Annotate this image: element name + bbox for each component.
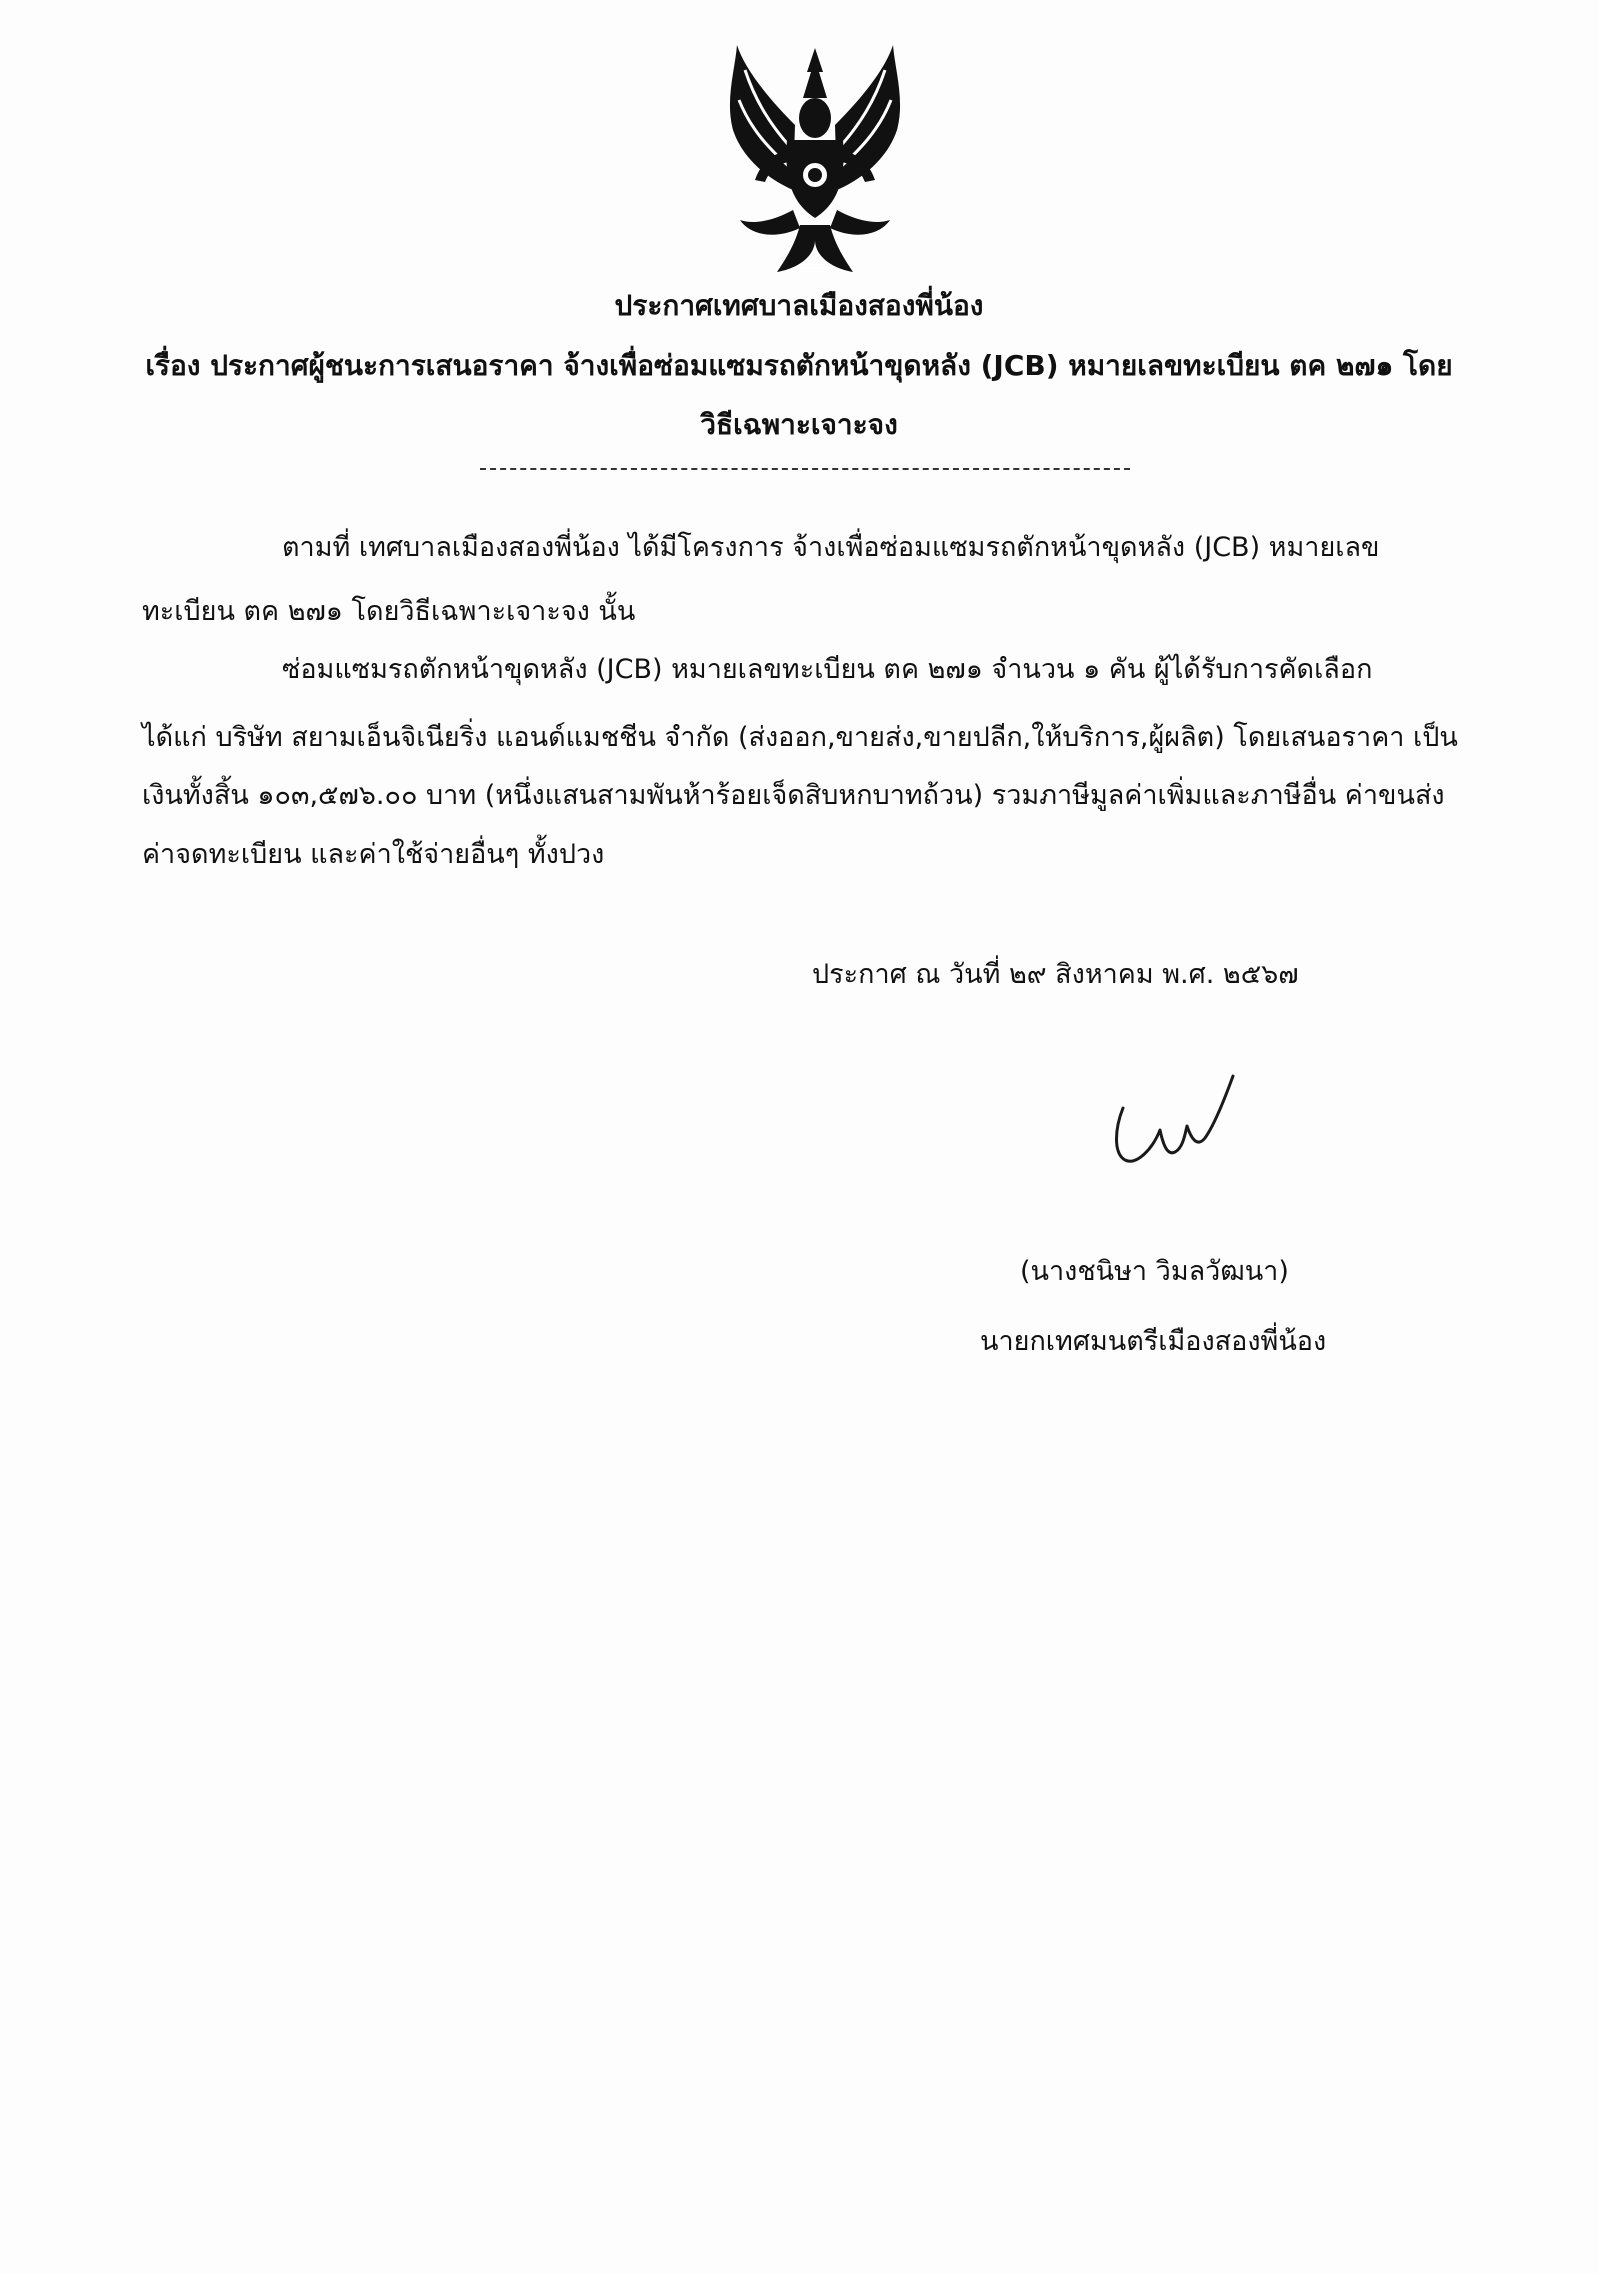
separator-line — [480, 468, 1130, 470]
signer-position: นายกเทศมนตรีเมืองสองพี่น้อง — [980, 1326, 1327, 1357]
subject-line-2: วิธีเฉพาะเจาะจง — [700, 408, 898, 441]
subject-line-1: เรื่อง ประกาศผู้ชนะการเสนอราคา จ้างเพื่อซ่อมแซมรถตักหน้าขุดหลัง (JCB) หมายเลขทะเบียน ตค ๒๗๑ โดย — [145, 349, 1453, 382]
announcement-title: ประกาศเทศบาลเมืองสองพี่น้อง — [614, 289, 984, 322]
handwritten-signature-icon — [1105, 1068, 1240, 1178]
garuda-emblem-icon — [715, 40, 915, 280]
paragraph-2-line-4: ค่าจดทะเบียน และค่าใช้จ่ายอื่นๆ ทั้งปวง — [142, 839, 605, 870]
paragraph-1-line-2: ทะเบียน ตค ๒๗๑ โดยวิธีเฉพาะเจาะจง นั้น — [142, 596, 636, 627]
announcement-date: ประกาศ ณ วันที่ ๒๙ สิงหาคม พ.ศ. ๒๕๖๗ — [812, 959, 1299, 990]
paragraph-1-line-1: ตามที่ เทศบาลเมืองสองพี่น้อง ได้มีโครงการ จ้างเพื่อซ่อมแซมรถตักหน้าขุดหลัง (JCB) หมายเลข — [282, 532, 1380, 563]
paragraph-2-line-3: เงินทั้งสิ้น ๑๐๓,๕๗๖.๐๐ บาท (หนึ่งแสนสามพันห้าร้อยเจ็ดสิบหกบาทถ้วน) รวมภาษีมูลค่าเพิ่มและภาษีอื่น ค่าขนส่ง — [142, 780, 1445, 811]
paragraph-2-line-2: ได้แก่ บริษัท สยามเอ็นจิเนียริ่ง แอนด์แมชชีน จำกัด (ส่งออก,ขายส่ง,ขายปลีก,ให้บริการ,ผู้ผลิต) โดยเสนอราคา เป็น — [142, 722, 1458, 753]
signer-name: (นางชนิษา วิมลวัฒนา) — [1020, 1256, 1289, 1287]
paragraph-2-line-1: ซ่อมแซมรถตักหน้าขุดหลัง (JCB) หมายเลขทะเบียน ตค ๒๗๑ จำนวน ๑ คัน ผู้ได้รับการคัดเลือก — [282, 654, 1373, 685]
